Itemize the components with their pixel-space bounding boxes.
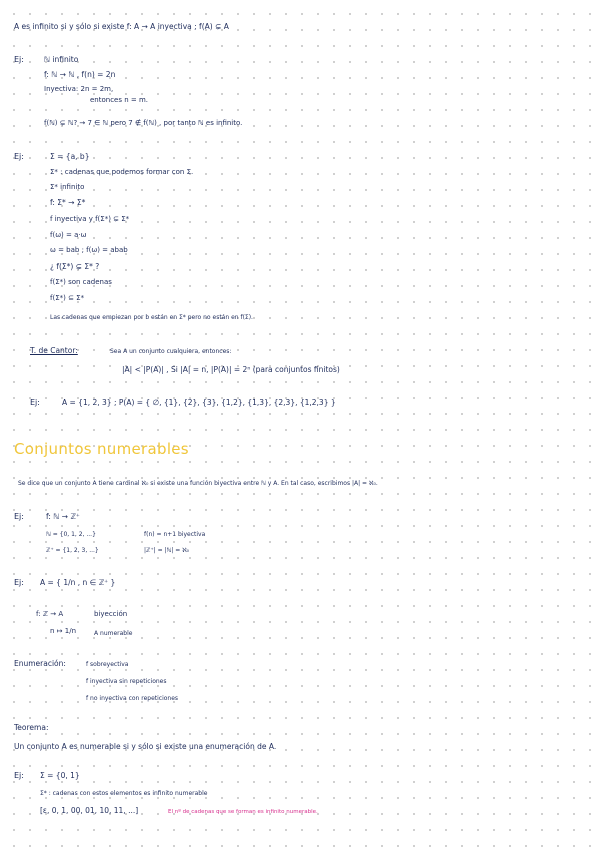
example-2-line-7: ω = bab ; f(ω) = abab [50,246,128,254]
theorem-label: Teorema: [14,723,49,732]
example-2-line-6: f(ω) = a·ω [50,231,87,239]
example-2-line-11: Las cadenas que empiezan por b están en Σ* pero no están en f(Σ). [50,314,253,321]
example-1-line-4: entonces n = m. [90,96,149,104]
example-1-line-3: Inyectiva: 2n = 2m, [44,85,114,93]
cantor-label: T. de Cantor: [30,346,78,355]
definition-text: Se dice que un conjunto A tiene cardinal ℵ₀ si existe una función biyectiva entre ℕ y A. En tal caso, escribimos |A| = ℵ₀. [18,480,378,487]
example-6-note: El nº de cadenas que se forman es infinito numerable. [168,809,318,815]
cantor-text-2: |A| < |P(A)| , Si |A| = n, |P(A)| = 2ⁿ (para conjuntos finitos) [122,365,340,374]
example-2-line-9: f(Σ*) son cadenas [50,278,112,286]
example-2-line-3: Σ* infinito [50,183,85,191]
example-4-line-3a: ℤ⁺ = {1, 2, 3, ...} [46,547,99,554]
example-5-line-3b: A numerable [94,630,133,637]
example-2-line-1: Σ = {a, b} [50,152,90,161]
example-2-line-2: Σ* : cadenas que podemos formar con Σ. [50,168,194,176]
enumeration-item-2: f inyectiva sin repeticiones [86,678,167,685]
example-4-label: Ej: [14,512,24,521]
example-2-line-5: f inyectiva y f(Σ*) ⊊ Σ* [50,215,130,223]
example-6-line-2: Σ* : cadenas con estos elementos es infinito numerable [40,790,208,797]
example-4-line-2a: ℕ = {0, 1, 2, ...} [46,531,96,538]
example-1-line-1: ℕ infinito [44,55,79,64]
example-5-line-3a: n ↦ 1/n [50,627,77,635]
example-2-line-8: ¿ f(Σ*) ⊊ Σ* ? [50,262,100,271]
example-4-line-3b: |ℤ⁺| = |ℕ| = ℵ₀ [144,547,190,554]
enumeration-item-1: f sobreyectiva [86,661,129,668]
example-2-line-10: f(Σ*) ⊆ Σ* [50,294,85,302]
example-3-label: Ej: [30,398,40,407]
enumeration-item-3: f no inyectiva con repeticiones [86,695,179,702]
example-3-text: A = {1, 2, 3} ; P(A) = { ∅, {1}, {2}, {3}, {1,2}, {1,3}, {2,3}, {1,2,3} } [62,398,336,407]
example-5-line-2b: biyección [94,610,128,618]
example-1-line-2: f: ℕ → ℕ , f(n) = 2n [44,70,116,79]
theorem-text: Un conjunto A es numerable si y sólo si existe una enumeración de A. [14,742,277,751]
example-4-line-2b: f(n) = n+1 biyectiva [144,531,206,538]
cantor-text-1: Sea A un conjunto cualquiera, entonces: [110,348,232,355]
example-6-label: Ej: [14,771,24,780]
example-2-line-4: f: Σ* → Σ* [50,198,86,207]
example-5-line-2a: f: ℤ → A [36,610,64,618]
example-1-label: Ej: [14,55,24,64]
example-6-line-3: [ε, 0, 1, 00, 01, 10, 11, ...] [40,806,139,815]
example-5-label: Ej: [14,578,24,587]
enumeration-label: Enumeración: [14,659,66,668]
example-1-line-5: f(ℕ) ⊊ ℕ? → 7 ∈ ℕ pero 7 ∉ f(ℕ) , por tanto ℕ es infinito. [44,119,243,127]
example-2-label: Ej: [14,152,24,161]
section-title: Conjuntos numerables [14,440,189,458]
example-4-line-1: f: ℕ → ℤ⁺ [46,512,80,521]
intro-text: A es infinito si y sólo si existe f: A → A inyectiva ; f(A) ⊊ A [14,22,229,31]
example-5-line-1: A = { 1/n , n ∈ ℤ⁺ } [40,578,116,587]
example-6-line-1: Σ = {0, 1} [40,771,80,780]
